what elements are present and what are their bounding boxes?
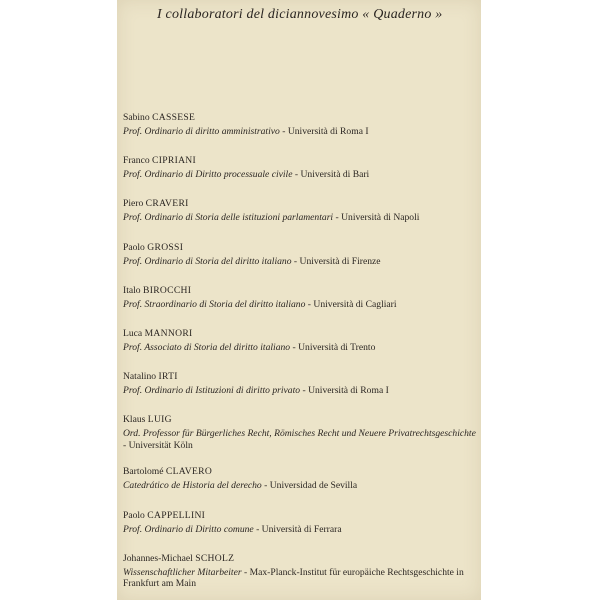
academic-title: Prof. Associato di Storia del diritto italiano [123, 341, 291, 353]
surname: GROSSI [147, 241, 184, 253]
contributor-entry [123, 510, 479, 553]
surname: SCHOLZ [195, 552, 235, 564]
first-name: Natalino [123, 371, 157, 383]
surname: CRAVERI [145, 198, 189, 210]
page-heading: I collaboratori del diciannovesimo « Quaderno » [157, 7, 443, 22]
surname: CASSESE [152, 112, 196, 123]
academic-title: Prof. Ordinario di diritto amministrativo [123, 126, 280, 137]
first-name: Sabino [123, 112, 150, 123]
academic-title: Prof. Ordinario di Diritto processuale civile [123, 169, 293, 181]
institution: Università di Bari [300, 169, 370, 181]
first-name: Piero [123, 198, 144, 210]
contributor-entry [123, 112, 479, 155]
academic-title: Ord. Professor für Bürgerliches Recht, Römisches Recht und Neuere Privatrechtsgeschichte [123, 428, 476, 440]
contributor-affiliation: Prof. Ordinario di Istituzioni di diritto privato - Università di Roma I [123, 385, 389, 397]
contributor-name [123, 155, 479, 167]
contributor-entry [123, 466, 479, 509]
surname: LUIG [147, 414, 172, 426]
contributor-affiliation: Prof. Associato di Storia del diritto italiano - Università di Trento [123, 341, 376, 353]
contributor-affiliation: Catedrático de Historia del derecho - Universidad de Sevilla [123, 480, 358, 492]
contributor-entry [123, 155, 479, 198]
academic-title: Prof. Ordinario di Storia del diritto italiano [123, 255, 292, 267]
surname: MANNORI [144, 327, 193, 339]
surname: IRTI [158, 371, 178, 383]
surname: CLAVERO [165, 466, 213, 478]
academic-title: Prof. Ordinario di Istituzioni di diritto privato [123, 385, 301, 397]
institution: Università di Roma I [308, 385, 389, 397]
surname: CIPRIANI [152, 155, 197, 167]
institution: Università di Ferrara [261, 523, 342, 535]
institution: Università di Roma I [287, 126, 369, 137]
surname: BIROCCHI [143, 284, 192, 296]
contributor-entry [123, 414, 479, 466]
contributor-affiliation: Prof. Ordinario di Diritto comune - Università di Ferrara [123, 523, 342, 535]
contributor-name [123, 553, 479, 565]
academic-title: Prof. Ordinario di Diritto comune [123, 523, 254, 535]
contributor-affiliation: Ord. Professor für Bürgerliches Recht, Römisches Recht und Neuere Privatrechtsgeschichte - Universität Köln [123, 428, 476, 451]
institution: Università di Napoli [341, 212, 420, 224]
contributor-affiliation: Prof. Ordinario di Storia del diritto italiano - Università di Firenze [123, 255, 381, 267]
institution: Max-Planck-Institut für europäiche Rechtsgeschichte in Frankfurt am Main [123, 566, 464, 590]
contributor-name [123, 328, 479, 340]
first-name: Italo [123, 284, 141, 296]
academic-title: Wissenschaftlicher Mitarbeiter [123, 566, 242, 578]
contributor-entry [123, 242, 479, 285]
academic-title: Catedrático de Historia del derecho [123, 480, 262, 492]
contributor-affiliation: Prof. Ordinario di Diritto processuale civile - Università di Bari [123, 169, 370, 181]
institution: Universität Köln [128, 439, 193, 451]
contributor-entry [123, 198, 479, 241]
contributor-entry [123, 371, 479, 414]
contributor-name [123, 414, 479, 426]
first-name: Klaus [123, 414, 146, 426]
first-name: Paolo [123, 509, 145, 521]
contributor-entry [123, 285, 479, 328]
institution: Università di Firenze [299, 255, 381, 267]
first-name: Franco [123, 155, 150, 167]
contributor-entry [123, 553, 479, 600]
first-name: Luca [123, 327, 143, 339]
first-name: Paolo [123, 241, 145, 253]
contributor-entry [123, 328, 479, 371]
contributor-affiliation: Prof. Ordinario di Storia delle istituzioni parlamentari - Università di Napoli [123, 212, 420, 224]
first-name: Bartolomé [123, 466, 164, 478]
academic-title: Prof. Straordinario di Storia del diritto italiano [123, 298, 306, 310]
contributor-name [123, 198, 479, 210]
institution: Università di Cagliari [313, 298, 397, 310]
first-name: Johannes-Michael [123, 552, 193, 564]
contributor-name [123, 466, 479, 478]
academic-title: Prof. Ordinario di Storia delle istituzioni parlamentari [123, 212, 334, 224]
institution: Università di Trento [298, 341, 376, 353]
contributor-name [123, 242, 479, 254]
contributor-name [123, 285, 479, 297]
surname: CAPPELLINI [147, 509, 206, 521]
contributor-affiliation: Prof. Straordinario di Storia del diritto italiano - Università di Cagliari [123, 298, 397, 310]
contributors-list [123, 112, 479, 600]
contributor-name [123, 371, 479, 383]
contributor-affiliation: Prof. Ordinario di diritto amministrativo - Università di Roma I [123, 126, 369, 137]
book-page [117, 0, 481, 600]
contributor-name [123, 112, 479, 124]
institution: Universidad de Sevilla [269, 480, 358, 492]
contributor-affiliation: Wissenschaftlicher Mitarbeiter - Max-Planck-Institut für europäiche Rechtsgeschichte in Frankfurt am Main [123, 566, 464, 590]
contributor-name [123, 510, 479, 522]
